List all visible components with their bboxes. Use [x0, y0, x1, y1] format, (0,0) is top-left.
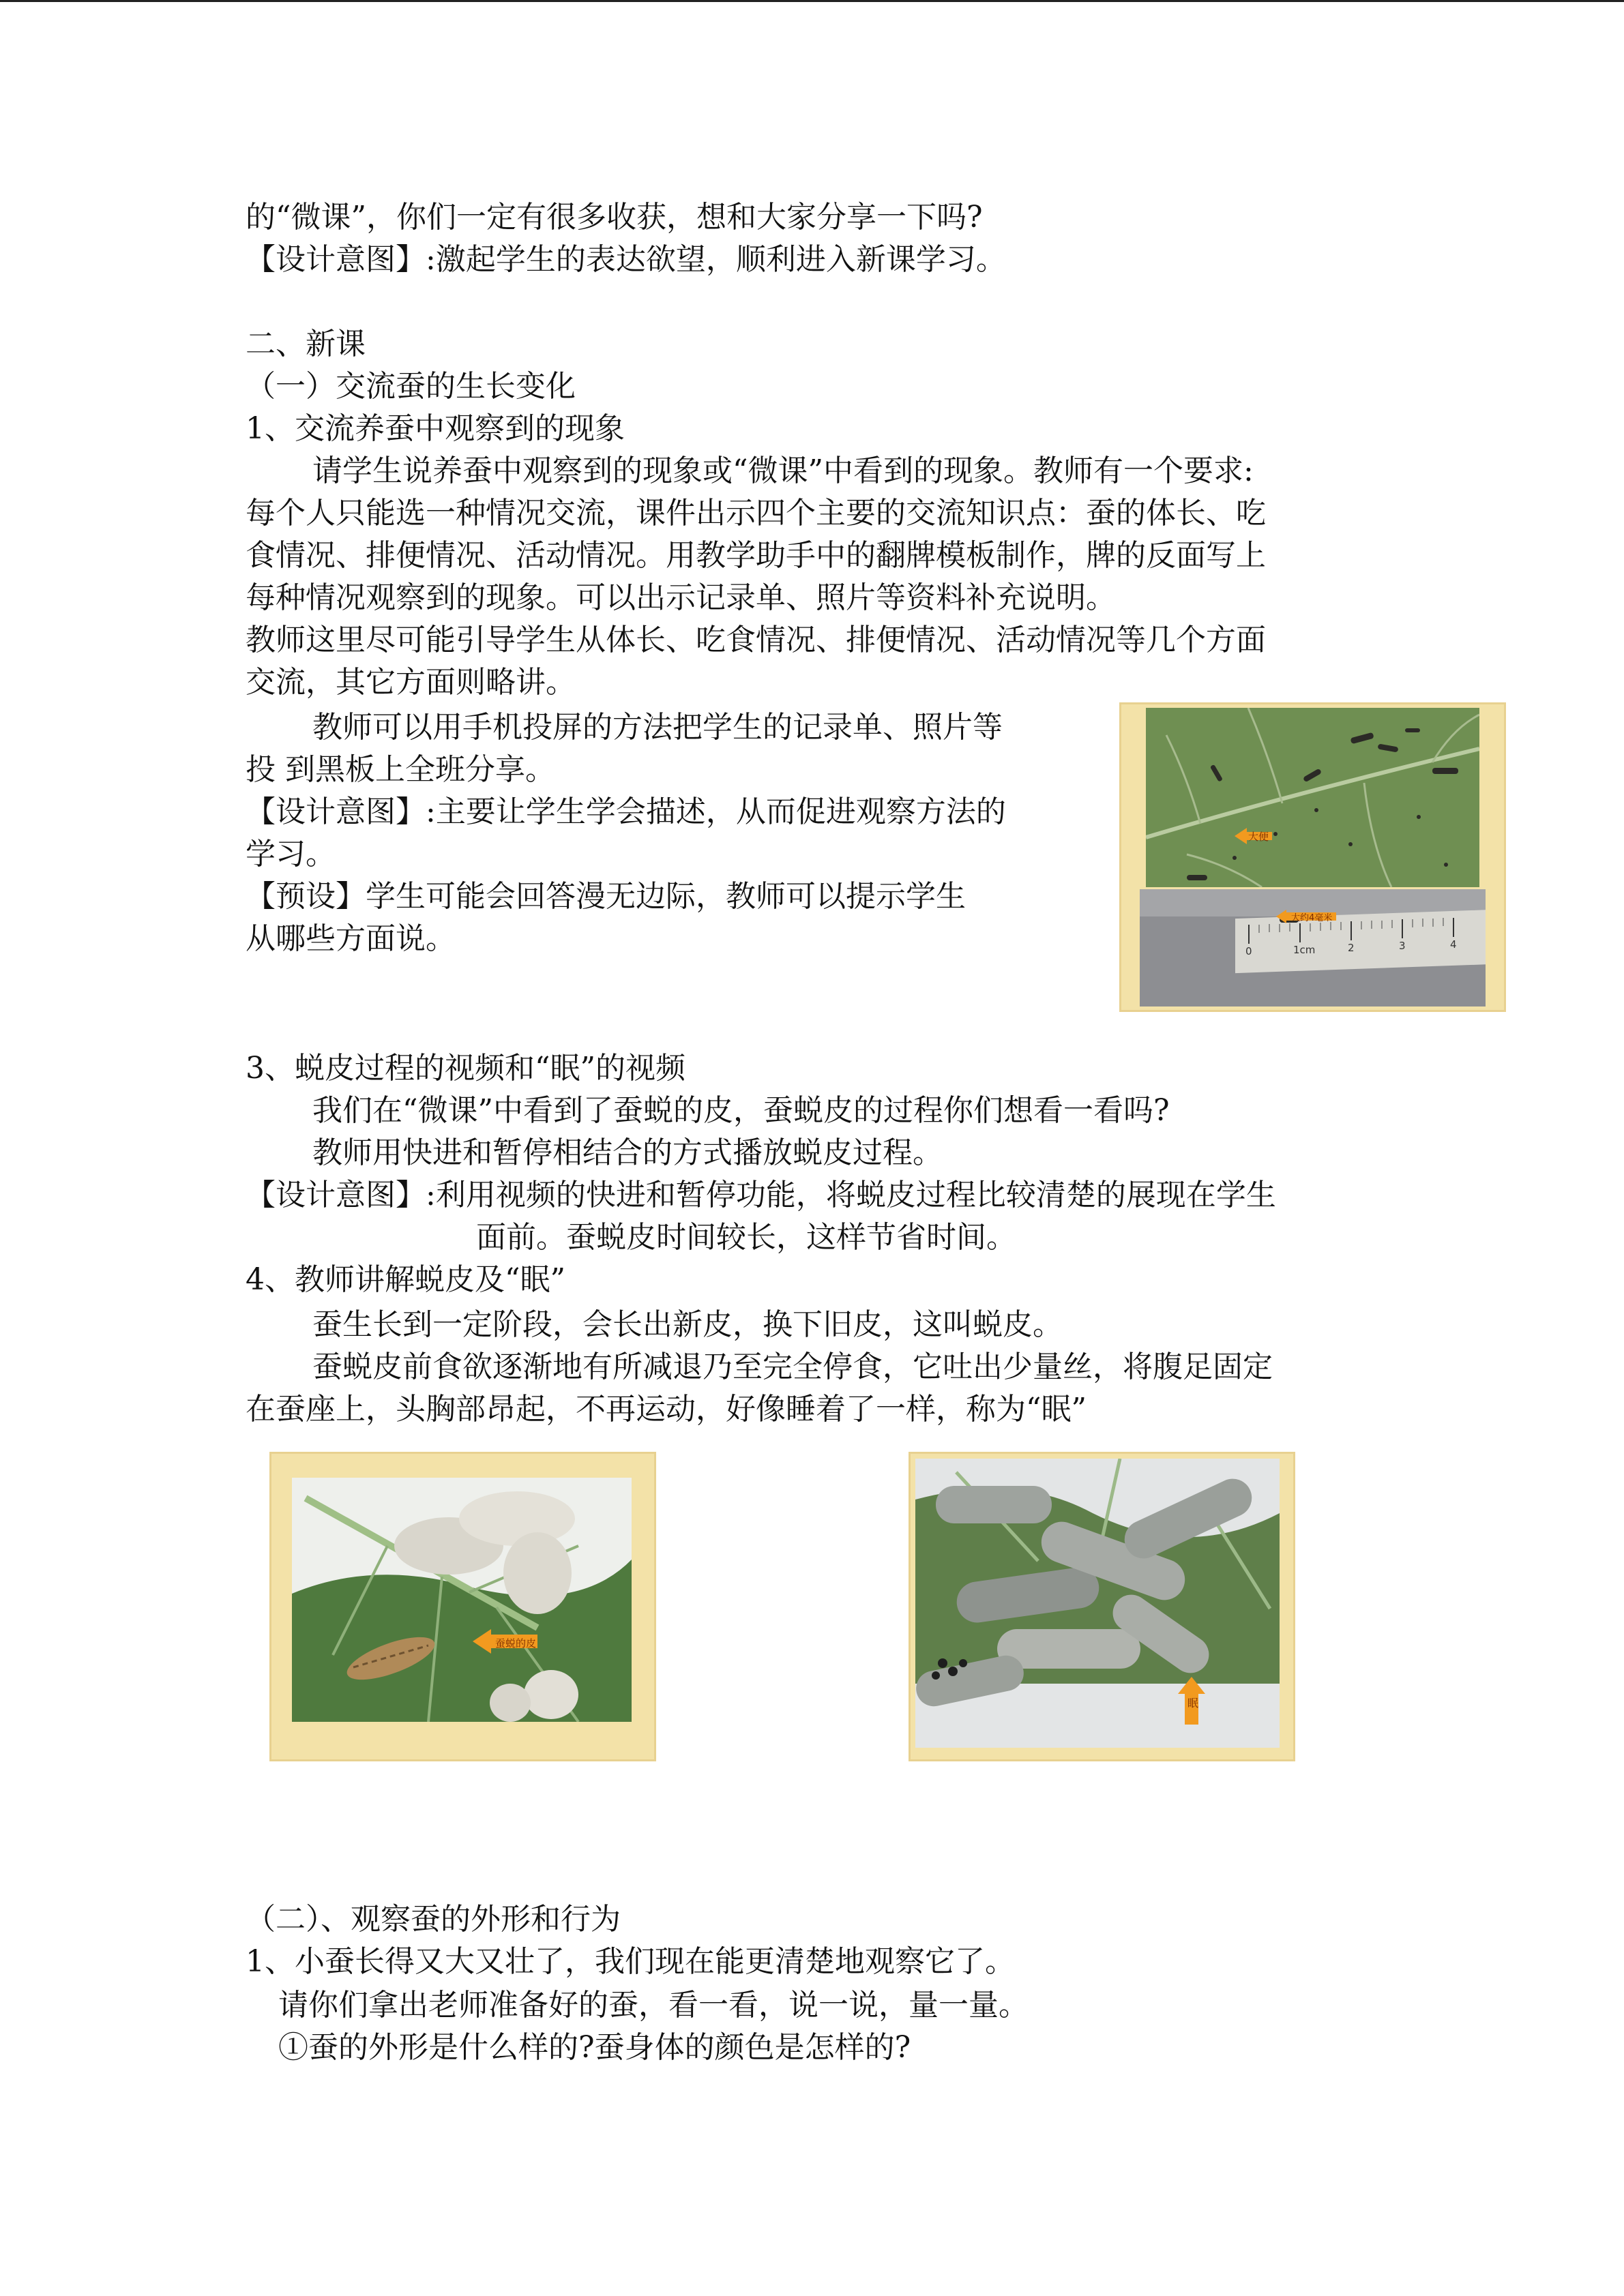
text-line: 教师这里尽可能引导学生从体长、吃食情况、排便情况、活动情况等几个方面 [246, 623, 1266, 657]
design-intent-line: 【设计意图】:主要让学生学会描述，从而促进观察方法的 [246, 794, 1006, 829]
text-line: 每种情况观察到的现象。可以出示记录单、照片等资料补充说明。 [246, 580, 1116, 615]
ruler-tick-3: 3 [1399, 940, 1406, 952]
text-line: 蚕生长到一定阶段，会长出新皮，换下旧皮，这叫蜕皮。 [312, 1307, 1063, 1342]
ruler-tick-4: 4 [1450, 938, 1457, 951]
ruler-tick-0: 0 [1245, 945, 1252, 957]
text-line: 在蚕座上，头胸部昂起，不再运动，好像睡着了一样，称为“眠” [246, 1392, 1087, 1427]
text-line: 每个人只能选一种情况交流，课件出示四个主要的交流知识点：蚕的体长、吃 [246, 496, 1266, 531]
text-line: 教师可以用手机投屏的方法把学生的记录单、照片等 [312, 710, 1003, 745]
molted-skin-label: 蚕蜕的皮 [495, 1637, 537, 1650]
text-line: 请你们拿出老师准备好的蚕，看一看，说一说，量一量。 [278, 1988, 1029, 2023]
text-line: 面前。蚕蜕皮时间较长，这样节省时间。 [476, 1220, 1016, 1255]
text-line: 投 到黑板上全班分享。 [246, 752, 555, 787]
text-line: 食情况、排便情况、活动情况。用教学助手中的翻牌模板制作，牌的反面写上 [246, 538, 1266, 573]
question-line: ①蚕的外形是什么样的?蚕身体的颜色是怎样的? [278, 2030, 911, 2065]
silkworm-ruler-photo [1140, 889, 1486, 1007]
subsection-heading: （二）、观察蚕的外形和行为 [246, 1902, 621, 1937]
ruler-tick-1cm: 1cm [1293, 944, 1316, 956]
text-line: 的“微课”，你们一定有很多收获，想和大家分享一下吗? [246, 200, 983, 235]
molted-skin-photo-frame [269, 1452, 656, 1761]
silkworm-length-photo-frame [1119, 702, 1506, 1012]
length-label: 大约4毫米 [1291, 913, 1333, 923]
text-line: 从哪些方面说。 [246, 921, 456, 956]
feces-label: 大便 [1248, 831, 1269, 843]
text-line: 蚕蜕皮前食欲逐渐地有所减退乃至完全停食，它吐出少量丝，将腹足固定 [312, 1350, 1273, 1384]
text-line: 学习。 [246, 837, 336, 871]
sleeping-silkworm-photo-frame [909, 1452, 1295, 1761]
preset-line: 【预设】学生可能会回答漫无边际，教师可以提示学生 [246, 879, 966, 914]
design-intent-line: 【设计意图】:利用视频的快进和暂停功能，将蜕皮过程比较清楚的展现在学生 [246, 1178, 1276, 1212]
text-line: 请学生说养蚕中观察到的现象或“微课”中看到的现象。教师有一个要求: [312, 453, 1254, 488]
silkworm-on-leaf-photo [1146, 708, 1479, 887]
molted-skin-photo [292, 1478, 632, 1722]
subsection-heading: （一）交流蚕的生长变化 [246, 369, 576, 404]
item-heading: 4、教师讲解蜕皮及“眠” [246, 1262, 565, 1297]
text-line: 我们在“微课”中看到了蚕蜕的皮，蚕蜕皮的过程你们想看一看吗? [312, 1093, 1170, 1128]
item-heading: 1、小蚕长得又大又壮了，我们现在能更清楚地观察它了。 [246, 1944, 1015, 1979]
item-heading: 1、交流养蚕中观察到的现象 [246, 411, 625, 446]
sleeping-silkworm-photo [915, 1459, 1280, 1748]
page-top-border [0, 0, 1624, 2]
item-heading: 3、蜕皮过程的视频和“眠”的视频 [246, 1051, 685, 1086]
section-heading: 二、新课 [246, 327, 366, 361]
text-line: 教师用快进和暂停相结合的方式播放蜕皮过程。 [312, 1135, 943, 1170]
design-intent-line: 【设计意图】:激起学生的表达欲望，顺利进入新课学习。 [246, 242, 1006, 277]
text-line: 交流，其它方面则略讲。 [246, 665, 576, 700]
sleep-label: 眠 [1187, 1697, 1199, 1710]
ruler-tick-2: 2 [1348, 942, 1355, 954]
